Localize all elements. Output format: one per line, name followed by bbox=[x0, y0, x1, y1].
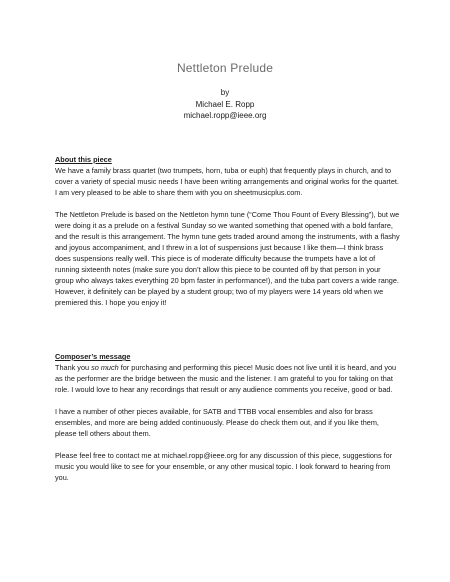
message-paragraph-2: I have a number of other pieces available, for SATB and TTBB vocal ensembles and also for brass ensembles, and more are being added continuously. Please do check them out, and if you like them, please tell others about them. bbox=[55, 407, 379, 438]
about-heading: About this piece bbox=[55, 155, 112, 164]
message-p1-emphasis: so much bbox=[91, 363, 119, 372]
message-p1-start: Thank you bbox=[55, 363, 92, 372]
by-label: by bbox=[220, 88, 230, 97]
message-paragraph-1 bbox=[55, 362, 400, 395]
author-name: Michael E. Ropp bbox=[195, 99, 255, 109]
message-p1-end: for purchasing and performing this piece! Music does not live until it is heard, and you as the performer are the bridge between the music and the listener. I am grateful to you for taking on that role. I would love to hear any recordings that result or any audience comments you receive, good or bad. bbox=[55, 363, 397, 394]
byline bbox=[0, 87, 450, 122]
about-paragraph-2: The Nettleton Prelude is based on the Nettleton hymn tune (“Come Thou Fount of Every Blessing”), but we were doing it as a prelude on a festival Sunday so we wanted something that opened with a bold fanfare, and the result is this arrangement. The hymn tune gets traded around among the instruments, with a flashy and joyous accompaniment, and I threw in a lot of suspensions just because I like them—I think brass does suspensions really well. This piece is of moderate difficulty because the trumpets have a lot of running sixteenth notes (make sure you don’t allow this piece to be counted off by that person in your group who always takes everything 20 bpm faster in performance!), and the tuba part covers a wide range. However, it definitely can be played by a student group; two of my players were 14 years old when we premiered this. I hope you enjoy it! bbox=[55, 210, 400, 307]
author-email: michael.ropp@ieee.org bbox=[183, 111, 267, 120]
about-section bbox=[55, 154, 400, 308]
document-title: Nettleton Prelude bbox=[176, 61, 274, 75]
message-paragraph-3: Please feel free to contact me at michael.ropp@ieee.org for any discussion of this piece, suggestions for music you would like to see for your ensemble, or any other musical topic. I look forward to hearing from you. bbox=[55, 451, 393, 482]
about-paragraph-1: We have a family brass quartet (two trumpets, horn, tuba or euph) that frequently plays in church, and to cover a variety of special music needs I have been writing arrangements and original works for the quartet. I am very pleased to be able to share them with you on sheetmusicplus.com. bbox=[55, 166, 399, 197]
message-section bbox=[55, 351, 400, 483]
message-heading: Composer’s message bbox=[55, 352, 131, 361]
